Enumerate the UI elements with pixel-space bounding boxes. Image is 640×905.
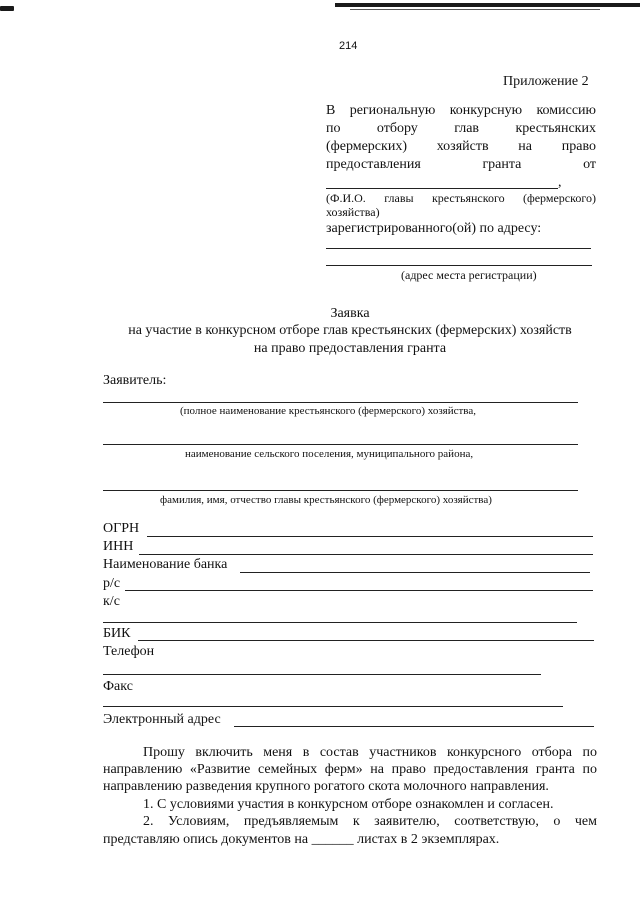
rs-label: р/с — [103, 576, 121, 591]
registered-label: зарегистрированного(ой) по адресу: — [326, 221, 542, 236]
title-line-3: на право предоставления гранта — [253, 341, 447, 356]
rs-field-line[interactable] — [125, 590, 593, 591]
request-paragraph-line-3: направлению разведения крупного рогатого скота молочного направления. — [103, 779, 549, 794]
email-field-line[interactable] — [234, 726, 594, 727]
inn-label: ИНН — [103, 539, 134, 554]
ogrn-label: ОГРН — [103, 521, 140, 536]
addressee-line-1: В региональную конкурсную комиссию — [326, 103, 596, 118]
requirements-paragraph-line-1: 2. Условиям, предъявляемым к заявителю, соответствую, о чем — [143, 814, 597, 829]
applicant-line-1 — [103, 402, 578, 403]
bank-field-line[interactable] — [240, 572, 590, 573]
applicant-line-2 — [103, 444, 578, 445]
request-paragraph-line-2: направлению «Развитие семейных ферм» на право предоставления гранта по — [103, 762, 597, 777]
fio-caption-line-1: (Ф.И.О. главы крестьянского (фермерского) — [326, 191, 596, 205]
scan-artifact-bar — [335, 3, 640, 7]
fax-label: Факс — [103, 679, 133, 694]
request-paragraph-line-1: Прошу включить меня в состав участников конкурсного отбора по — [143, 745, 597, 760]
addressee-line-3: (фермерских) хозяйств на право — [326, 139, 596, 154]
applicant-caption-3: фамилия, имя, отчество главы крестьянского (фермерского) хозяйства) — [160, 494, 492, 506]
bik-field-line[interactable] — [138, 640, 594, 641]
appendix-label: Приложение 2 — [503, 74, 589, 89]
applicant-caption-1: (полное наименование крестьянского (фермерского) хозяйства, — [180, 405, 476, 417]
addressee-line-4: предоставления гранта от — [326, 157, 596, 172]
address-line-1 — [326, 248, 591, 249]
fax-field-line[interactable] — [103, 706, 563, 707]
bank-label: Наименование банка — [103, 557, 228, 572]
scan-artifact-line — [350, 9, 600, 10]
address-line-2 — [326, 265, 592, 266]
requirements-paragraph-line-2: представляю опись документов на ______ листах в 2 экземплярах. — [103, 832, 500, 847]
ks-label: к/с — [103, 594, 120, 609]
phone-field-line[interactable] — [103, 674, 541, 675]
fio-caption-line-2: хозяйства) — [326, 205, 380, 219]
ogrn-field-line[interactable] — [147, 536, 593, 537]
title-line-2: на участие в конкурсном отборе глав крестьянских (фермерских) хозяйств — [128, 323, 572, 338]
address-caption: (адрес места регистрации) — [401, 268, 537, 282]
conditions-paragraph: 1. С условиями участия в конкурсном отборе ознакомлен и согласен. — [143, 797, 554, 812]
addressee-line-2: по отбору глав крестьянских — [326, 121, 596, 136]
applicant-line-3 — [103, 490, 578, 491]
inn-field-line[interactable] — [139, 554, 593, 555]
fio-underline — [326, 188, 558, 189]
scan-artifact-mark — [0, 6, 14, 11]
applicant-label: Заявитель: — [103, 373, 167, 388]
page-number: 214 — [339, 40, 358, 52]
ks-field-line[interactable] — [103, 622, 577, 623]
phone-label: Телефон — [103, 644, 155, 659]
title-line-1: Заявка — [330, 306, 370, 321]
email-label: Электронный адрес — [103, 712, 221, 727]
fio-comma: , — [558, 175, 562, 190]
bik-label: БИК — [103, 626, 131, 641]
applicant-caption-2: наименование сельского поселения, муниципального района, — [185, 448, 474, 460]
